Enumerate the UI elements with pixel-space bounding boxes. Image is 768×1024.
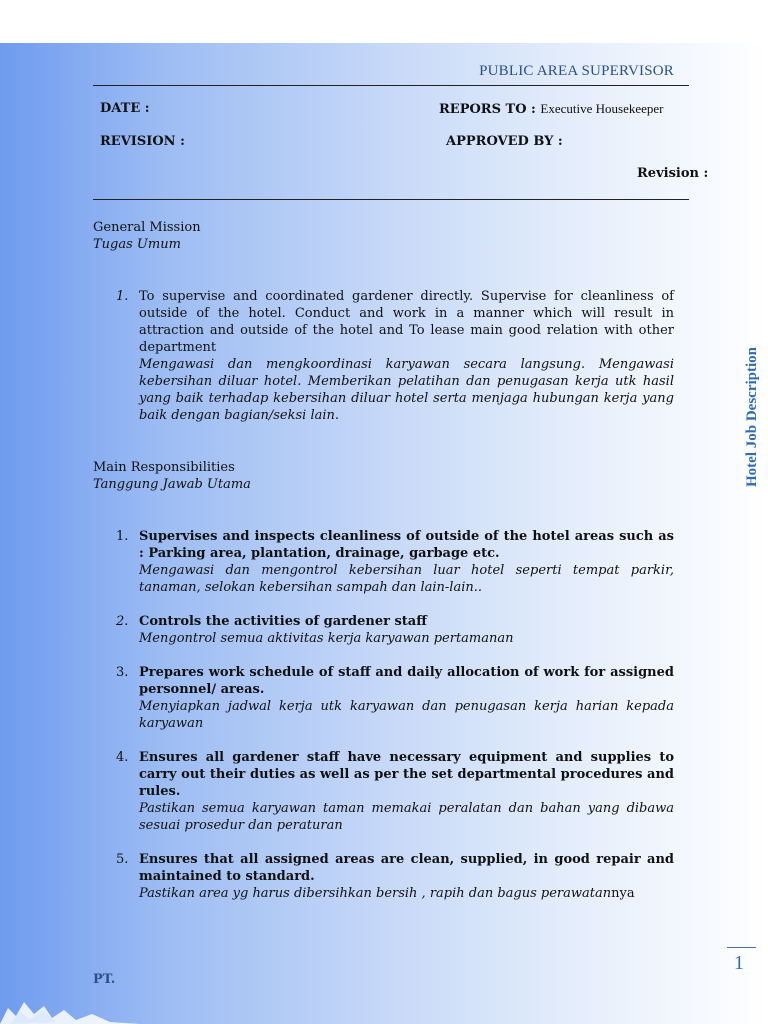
main-responsibilities-list	[93, 528, 674, 902]
page-number-rule	[727, 947, 756, 948]
list-item	[93, 851, 674, 902]
general-mission-title: General Mission	[93, 220, 201, 235]
revision-field	[100, 134, 185, 149]
reports-to-field	[439, 101, 663, 117]
footer-company: PT.	[93, 972, 116, 987]
list-item	[93, 288, 674, 424]
general-mission-list	[93, 288, 674, 424]
header-bottom-rule	[93, 199, 689, 200]
list-item	[93, 528, 674, 613]
reports-to-label: REPORS TO :	[439, 102, 536, 117]
date-label: DATE :	[100, 101, 150, 116]
item-text-en: Ensures that all assigned areas are clean, supplied, in good repair and maintained to standard.	[139, 852, 674, 884]
item-text-en: Ensures all gardener staff have necessary equipment and supplies to carry out their duties as well as per the set departmental procedures and rules.	[139, 750, 674, 799]
item-text-id-tail: nya	[611, 886, 635, 901]
item-number: 2.	[116, 614, 129, 629]
main-responsibilities-title-id: Tanggung Jawab Utama	[93, 477, 251, 492]
item-number: 1.	[116, 289, 129, 304]
item-text-id-main: Pastikan area yg harus dibersihkan bersih , rapih dan bagus perawatan	[139, 886, 612, 901]
item-text-en: Prepares work schedule of staff and daily allocation of work for assigned personnel/ areas.	[139, 665, 674, 697]
item-text-id: Mengawasi dan mengkoordinasi karyawan secara langsung. Mengawasi kebersihan diluar hotel. Memberikan pelatihan dan penugasan kerja utk hasil yang baik terhadap kebersihan diluar hotel serta menjaga hubungan kerja yang baik dengan bagian/seksi lain.	[139, 357, 674, 423]
revision-label: REVISION :	[100, 134, 185, 149]
item-text-id: Menyiapkan jadwal kerja utk karyawan dan penugasan kerja harian kepada karyawan	[139, 699, 674, 731]
general-mission-title-id: Tugas Umum	[93, 237, 181, 252]
revision-right-field	[637, 166, 708, 181]
approved-by-label: APPROVED BY :	[446, 134, 563, 149]
list-item	[93, 749, 674, 851]
document-title: PUBLIC AREA SUPERVISOR	[479, 63, 674, 79]
general-mission-heading	[93, 219, 201, 253]
main-responsibilities-heading	[93, 459, 251, 493]
item-number: 3.	[116, 665, 129, 680]
item-text-id: Pastikan semua karyawan taman memakai peralatan dan bahan yang dibawa sesuai prosedur dan peraturan	[139, 801, 674, 833]
item-number: 5.	[116, 852, 129, 867]
item-text-en: To supervise and coordinated gardener directly. Supervise for cleanliness of outside of the hotel. Conduct and work in a manner which will result in attraction and outside of the hotel and To lease main good relation with other department	[139, 289, 674, 355]
item-text-id	[139, 885, 674, 902]
main-responsibilities-title: Main Responsibilities	[93, 460, 235, 475]
list-item	[93, 664, 674, 749]
page-number: 1	[734, 952, 744, 974]
revision-right-label: Revision :	[637, 166, 709, 181]
side-label: Hotel Job Description	[744, 347, 760, 487]
water-splash-decoration	[0, 994, 140, 1024]
approved-by-field	[446, 134, 563, 149]
header-top-rule	[93, 85, 689, 86]
date-field	[100, 101, 150, 116]
item-text-en: Controls the activities of gardener staff	[139, 614, 427, 629]
list-item	[93, 613, 674, 664]
item-number: 1.	[116, 529, 129, 544]
item-text-id: Mengawasi dan mengontrol kebersihan luar hotel seperti tempat parkir, tanaman, selokan kebersihan sampah dan lain-lain..	[139, 563, 674, 595]
item-text-en: Supervises and inspects cleanliness of outside of the hotel areas such as : Parking area, plantation, drainage, garbage etc.	[139, 529, 674, 561]
reports-to-value: Executive Housekeeper	[540, 101, 664, 116]
item-text-id: Mengontrol semua aktivitas kerja karyawan pertamanan	[139, 631, 514, 646]
item-number: 4.	[116, 750, 129, 765]
